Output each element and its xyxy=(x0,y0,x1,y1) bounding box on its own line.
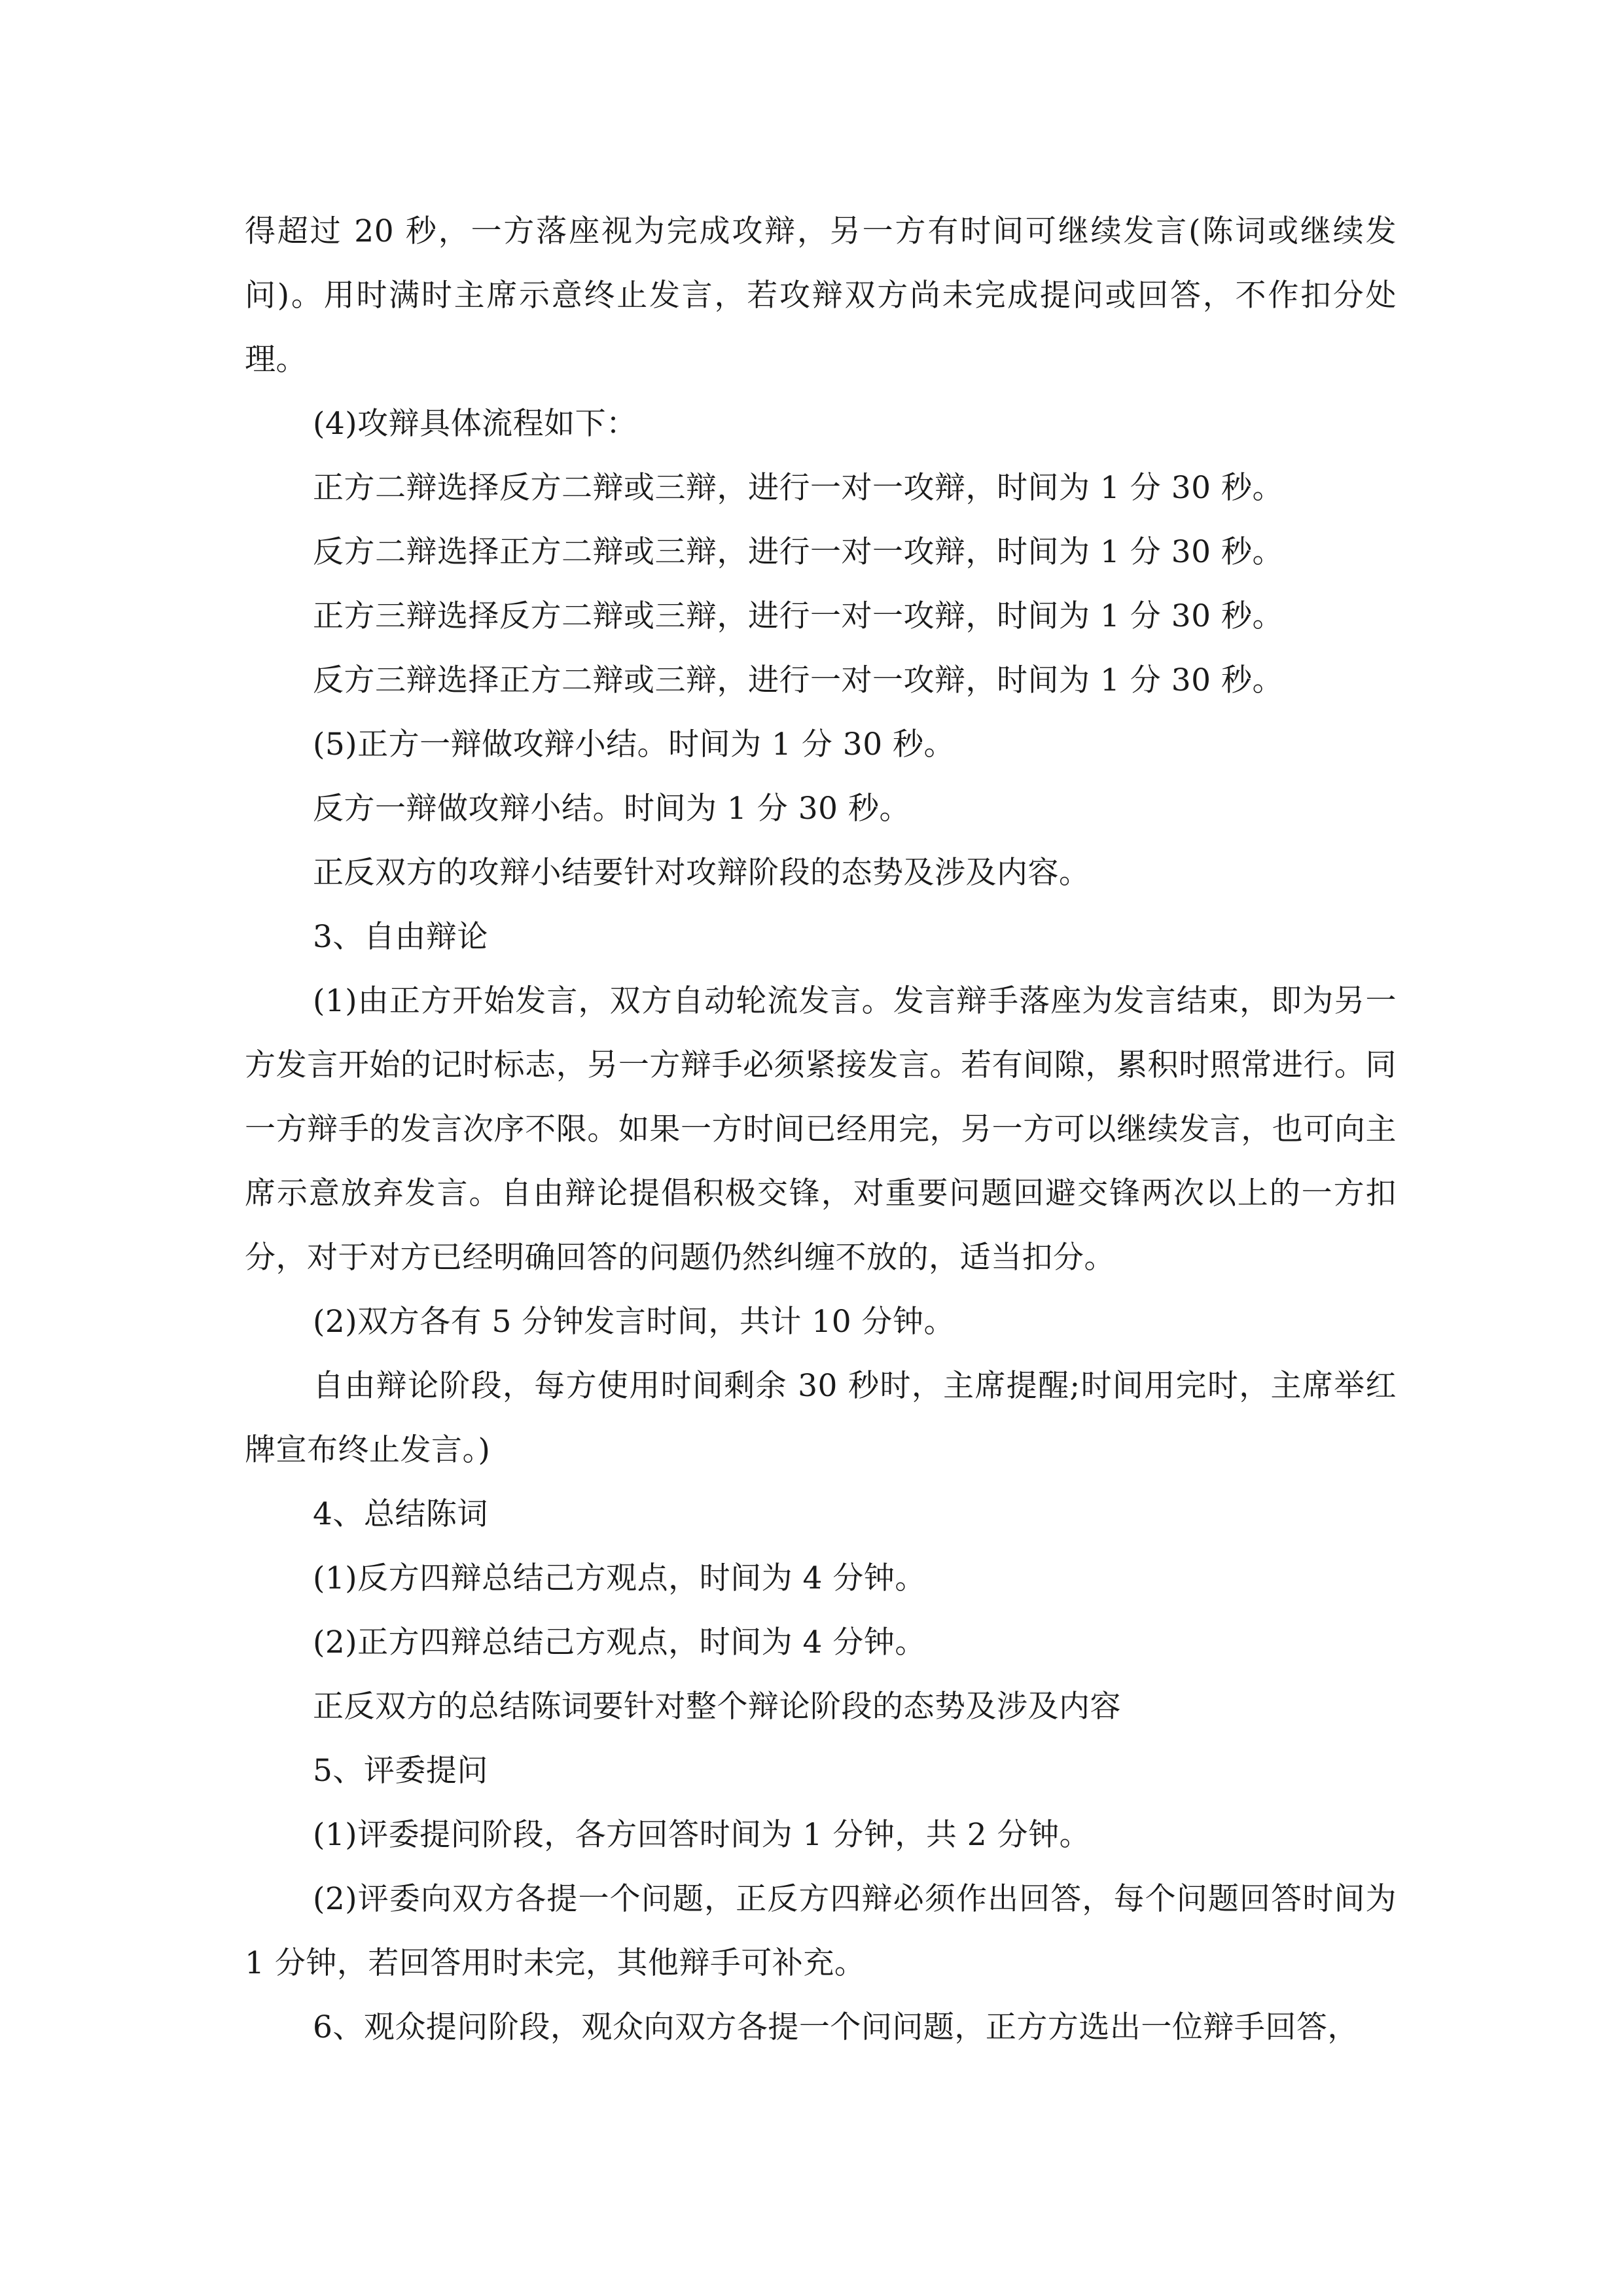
paragraph-closing-note: 正反双方的总结陈词要针对整个辩论阶段的态势及涉及内容 xyxy=(313,1689,1121,1725)
paragraph-summary-affirmative: (5)正方一辩做攻辩小结。时间为 1 分 30 秒。 xyxy=(313,726,955,762)
paragraph-summary-note: 正反双方的攻辩小结要针对攻辩阶段的态势及涉及内容。 xyxy=(313,855,1090,891)
paragraph-free-debate-rules: (1)由正方开始发言，双方自动轮流发言。发言辩手落座为发言结束，即为另一方发言开始的记时标志，另一方辩手必须紧接发言。若有间隙，累积时照常进行。同一方辩手的发言次序不限。如果一方时间已经用完，另一方可以继续发言，也可向主席示意放弃发言。自由辩论提倡积极交锋，对重要问题回避交锋两次以上的一方扣分，对于对方已经明确回答的问题仍然纠缠不放的，适当扣分。 xyxy=(245,983,1397,1276)
paragraph-continuation: 得超过 20 秒，一方落座视为完成攻辩，另一方有时间可继续发言(陈词或继续发问)。用时满时主席示意终止发言，若攻辩双方尚未完成提问或回答，不作扣分处理。 xyxy=(245,213,1397,378)
document-body xyxy=(245,200,1397,2060)
paragraph-free-debate-reminder: 自由辩论阶段，每方使用时间剩余 30 秒时，主席提醒;时间用完时，主席举红牌宣布终止发言。) xyxy=(245,1368,1397,1468)
paragraph-debate-flow-heading: (4)攻辩具体流程如下： xyxy=(313,406,637,442)
paragraph-free-debate-time: (2)双方各有 5 分钟发言时间，共计 10 分钟。 xyxy=(313,1304,955,1340)
section-heading-closing: 4、总结陈词 xyxy=(313,1496,488,1532)
paragraph-flow-step: 正方三辩选择反方二辩或三辩，进行一对一攻辩，时间为 1 分 30 秒。 xyxy=(313,598,1283,634)
paragraph-flow-step: 反方三辩选择正方二辩或三辩，进行一对一攻辩，时间为 1 分 30 秒。 xyxy=(313,662,1283,698)
paragraph-judges-rules: (2)评委向双方各提一个问题，正反方四辩必须作出回答，每个问题回答时间为 1 分钟，若回答用时未完，其他辩手可补充。 xyxy=(245,1881,1397,1981)
paragraph-closing-negative: (1)反方四辩总结己方观点，时间为 4 分钟。 xyxy=(313,1560,926,1596)
section-heading-free-debate: 3、自由辩论 xyxy=(313,919,488,955)
paragraph-flow-step: 反方二辩选择正方二辩或三辩，进行一对一攻辩，时间为 1 分 30 秒。 xyxy=(313,534,1283,570)
section-heading-judges-questions: 5、评委提问 xyxy=(313,1753,488,1789)
section-heading-audience-questions: 6、观众提问阶段，观众向双方各提一个问问题，正方方选出一位辩手回答， xyxy=(313,2009,1359,2045)
paragraph-judges-time: (1)评委提问阶段，各方回答时间为 1 分钟，共 2 分钟。 xyxy=(313,1817,1091,1853)
paragraph-flow-step: 正方二辩选择反方二辩或三辩，进行一对一攻辩，时间为 1 分 30 秒。 xyxy=(313,470,1283,506)
paragraph-summary-negative: 反方一辩做攻辩小结。时间为 1 分 30 秒。 xyxy=(313,791,910,827)
paragraph-closing-affirmative: (2)正方四辩总结己方观点，时间为 4 分钟。 xyxy=(313,1624,926,1660)
